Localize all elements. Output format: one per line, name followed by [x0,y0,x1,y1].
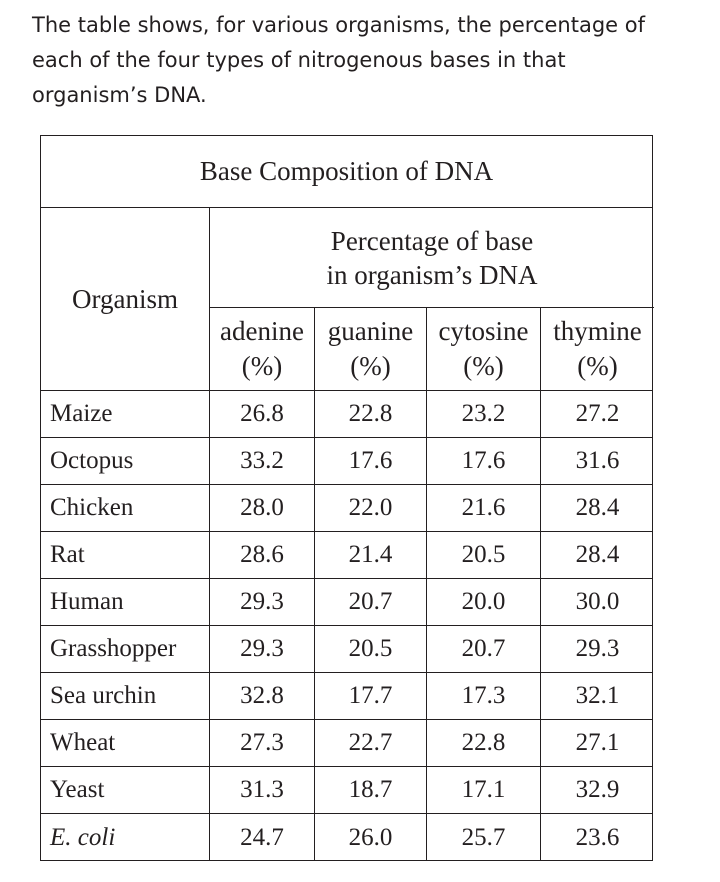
table-row [41,767,652,814]
organism-cell: Human [50,588,124,615]
value-cell: 29.3 [209,626,314,672]
value-cell: 20.5 [314,626,426,672]
value-cell: 17.1 [426,767,540,813]
value-cell: 17.6 [314,438,426,484]
table-row [41,485,652,532]
column-header-unit: (%) [463,351,504,381]
column-header-name: guanine [327,316,414,346]
value-cell: 32.8 [209,673,314,719]
value-cell: 29.3 [540,626,654,672]
organism-cell: Grasshopper [50,635,177,662]
organism-cell: E. coli [50,823,116,851]
column-header-cytosine [426,308,540,390]
value-cell: 28.4 [540,485,654,531]
percentage-header-line: in organism’s DNA [326,259,538,290]
dna-base-table [40,135,653,861]
value-cell: 25.7 [426,814,540,861]
organism-cell: Chicken [50,494,134,521]
intro-line: each of the four types of nitrogenous bases in that [32,48,566,72]
value-cell: 33.2 [209,438,314,484]
column-header-guanine [314,308,426,390]
value-cell: 32.9 [540,767,654,813]
column-header-adenine [209,308,314,390]
value-cell: 17.6 [426,438,540,484]
value-cell: 26.8 [209,391,314,437]
value-cell: 24.7 [209,814,314,861]
value-cell: 28.0 [209,485,314,531]
value-cell: 23.2 [426,391,540,437]
value-cell: 17.3 [426,673,540,719]
column-header-unit: (%) [350,351,391,381]
value-cell: 18.7 [314,767,426,813]
organism-cell: Wheat [50,729,116,756]
column-header-name: thymine [553,316,642,346]
value-cell: 22.0 [314,485,426,531]
table-title: Base Composition of DNA [41,136,652,208]
column-header-unit: (%) [577,351,618,381]
intro-line: The table shows, for various organisms, the percentage of [32,13,645,37]
organism-column-header: Organism [72,283,178,314]
organism-cell: Yeast [50,776,105,803]
value-cell: 22.8 [426,720,540,766]
value-cell: 26.0 [314,814,426,861]
value-cell: 29.3 [209,579,314,625]
table-row [41,626,652,673]
value-cell: 27.3 [209,720,314,766]
column-header-thymine [540,308,654,390]
value-cell: 32.1 [540,673,654,719]
table-row [41,438,652,485]
value-cell: 28.4 [540,532,654,578]
percentage-group-header [209,208,654,308]
value-cell: 27.1 [540,720,654,766]
value-cell: 23.6 [540,814,654,861]
value-cell: 31.3 [209,767,314,813]
value-cell: 17.7 [314,673,426,719]
table-row [41,391,652,438]
table-row [41,720,652,767]
value-cell: 27.2 [540,391,654,437]
value-cell: 22.8 [314,391,426,437]
organism-cell: Maize [50,400,113,427]
value-cell: 30.0 [540,579,654,625]
value-cell: 28.6 [209,532,314,578]
value-cell: 31.6 [540,438,654,484]
organism-cell: Rat [50,541,85,568]
organism-cell: Sea urchin [50,682,157,709]
intro-paragraph [32,8,672,113]
value-cell: 20.7 [426,626,540,672]
percentage-header-line: Percentage of base [330,225,534,256]
value-cell: 22.7 [314,720,426,766]
table-row [41,673,652,720]
table-row [41,579,652,626]
value-cell: 21.4 [314,532,426,578]
value-cell: 20.7 [314,579,426,625]
value-cell: 20.5 [426,532,540,578]
column-header-unit: (%) [241,351,283,381]
value-cell: 20.0 [426,579,540,625]
table-row [41,532,652,579]
intro-line: organism’s DNA. [32,83,207,107]
column-header-name: adenine [220,316,304,346]
table-row [41,814,652,861]
organism-cell: Octopus [50,447,134,474]
value-cell: 21.6 [426,485,540,531]
column-header-name: cytosine [438,316,529,346]
